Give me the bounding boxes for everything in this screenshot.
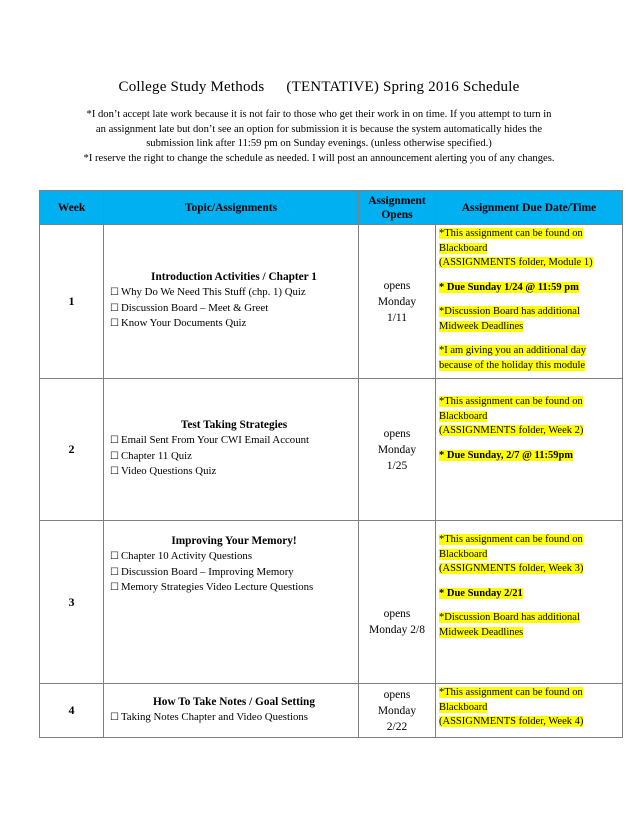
topic-cell xyxy=(104,684,359,738)
due-date: * Due Sunday, 2/7 @ 11:59pm xyxy=(439,449,574,461)
topic-cell xyxy=(104,225,359,379)
opens-cell: opens Monday 1/11 xyxy=(359,225,436,379)
checkbox-icon: ☐ xyxy=(110,318,119,330)
week-number: 4 xyxy=(40,684,104,738)
discussion-note: *Discussion Board has additional xyxy=(439,306,580,317)
assignment-item: ☐ Memory Strategies Video Lecture Questions xyxy=(110,581,314,594)
table-row xyxy=(40,521,623,684)
notice-line: an assignment late but don’t see an option for submission it is because the system automatically hides the xyxy=(95,123,543,135)
assignment-item: ☐ Email Sent From Your CWI Email Account xyxy=(110,434,310,447)
assignment-item: ☐ Know Your Documents Quiz xyxy=(110,317,247,330)
folder-note: (ASSIGNMENTS folder, Week 3) xyxy=(439,563,584,574)
table-row xyxy=(40,684,623,738)
notice-line: *I reserve the right to change the schedule as needed. I will post an announcement alerting you of any changes. xyxy=(83,152,555,164)
opens-cell: opens Monday 1/25 xyxy=(359,379,436,521)
course-name: College Study Methods xyxy=(118,79,265,95)
due-date: * Due Sunday 2/21 xyxy=(439,587,523,599)
page-title xyxy=(0,79,638,96)
due-date: * Due Sunday 1/24 @ 11:59 pm xyxy=(439,281,579,293)
discussion-note: *Discussion Board has additional xyxy=(439,612,580,623)
notice-line: *I don’t accept late work because it is not fair to those who get their work in on time. If you attempt to turn in xyxy=(86,109,552,120)
week-number: 1 xyxy=(40,225,104,379)
checkbox-icon: ☐ xyxy=(110,450,119,462)
assignment-item: ☐ Chapter 10 Activity Questions xyxy=(110,550,253,562)
assignment-item: ☐ Why Do We Need This Stuff (chp. 1) Quiz xyxy=(110,286,306,299)
header-opens: Assignment Opens xyxy=(359,191,436,225)
opens-cell: opens Monday 2/8 xyxy=(359,521,436,684)
table-header-row xyxy=(40,191,623,225)
folder-note: (ASSIGNMENTS folder, Week 2) xyxy=(439,425,584,436)
location-note: *This assignment can be found on xyxy=(439,396,583,407)
assignment-item: ☐ Video Questions Quiz xyxy=(110,465,217,478)
checkbox-icon: ☐ xyxy=(110,302,119,314)
schedule-name: (TENTATIVE) Spring 2016 Schedule xyxy=(286,79,520,95)
due-cell: *This assignment can be found on Blackboard (ASSIGNMENTS folder, Week 3) * Due Sunday 2/21 *Discussion Board has additional Midweek Deadlines xyxy=(436,521,623,684)
topic-title: How To Take Notes / Goal Setting xyxy=(153,695,315,708)
notice-line: submission link after 11:59 pm on Sunday evenings. (unless otherwise specified.) xyxy=(146,138,492,150)
due-cell: *This assignment can be found on Blackboard (ASSIGNMENTS folder, Week 2) * Due Sunday, 2/7 @ 11:59pm xyxy=(436,379,623,521)
checkbox-icon: ☐ xyxy=(110,582,119,594)
assignment-item: ☐ Taking Notes Chapter and Video Questions xyxy=(110,710,308,723)
checkbox-icon: ☐ xyxy=(110,435,119,447)
location-note: *This assignment can be found on xyxy=(439,534,583,545)
topic-title: Introduction Activities / Chapter 1 xyxy=(151,271,317,284)
header-week: Week xyxy=(40,191,104,225)
location-note: *This assignment can be found on xyxy=(439,687,583,698)
topic-cell xyxy=(104,379,359,521)
due-cell: *This assignment can be found on Blackboard (ASSIGNMENTS folder, Module 1) * Due Sunday 1/24 @ 11:59 pm *Discussion Board has additional Midweek Deadlines *I am giving you an additional day because of the holiday this module xyxy=(436,225,623,379)
checkbox-icon: ☐ xyxy=(110,466,119,478)
table-row xyxy=(40,379,623,521)
folder-note: (ASSIGNMENTS folder, Module 1) xyxy=(439,257,593,268)
table-row xyxy=(40,225,623,379)
schedule-table xyxy=(39,190,623,738)
checkbox-icon: ☐ xyxy=(110,287,119,299)
header-due: Assignment Due Date/Time xyxy=(436,191,623,225)
week-number: 2 xyxy=(40,379,104,521)
header-topic: Topic/Assignments xyxy=(104,191,359,225)
holiday-note: *I am giving you an additional day xyxy=(439,345,586,356)
folder-note: (ASSIGNMENTS folder, Week 4) xyxy=(439,716,584,727)
late-work-notice xyxy=(40,108,598,166)
location-note: *This assignment can be found on xyxy=(439,228,583,239)
topic-title: Improving Your Memory! xyxy=(171,535,297,547)
checkbox-icon: ☐ xyxy=(110,551,119,562)
week-number: 3 xyxy=(40,521,104,684)
topic-title: Test Taking Strategies xyxy=(180,419,288,432)
assignment-item: ☐ Chapter 11 Quiz xyxy=(110,449,192,462)
due-cell: *This assignment can be found on Blackboard (ASSIGNMENTS folder, Week 4) xyxy=(436,684,623,738)
opens-cell: opens Monday 2/22 xyxy=(359,684,436,738)
assignment-item: ☐ Discussion Board – Meet & Greet xyxy=(110,301,269,314)
assignment-item: ☐ Discussion Board – Improving Memory xyxy=(110,565,294,578)
checkbox-icon: ☐ xyxy=(110,711,119,723)
topic-cell xyxy=(104,521,359,684)
checkbox-icon: ☐ xyxy=(110,566,119,578)
